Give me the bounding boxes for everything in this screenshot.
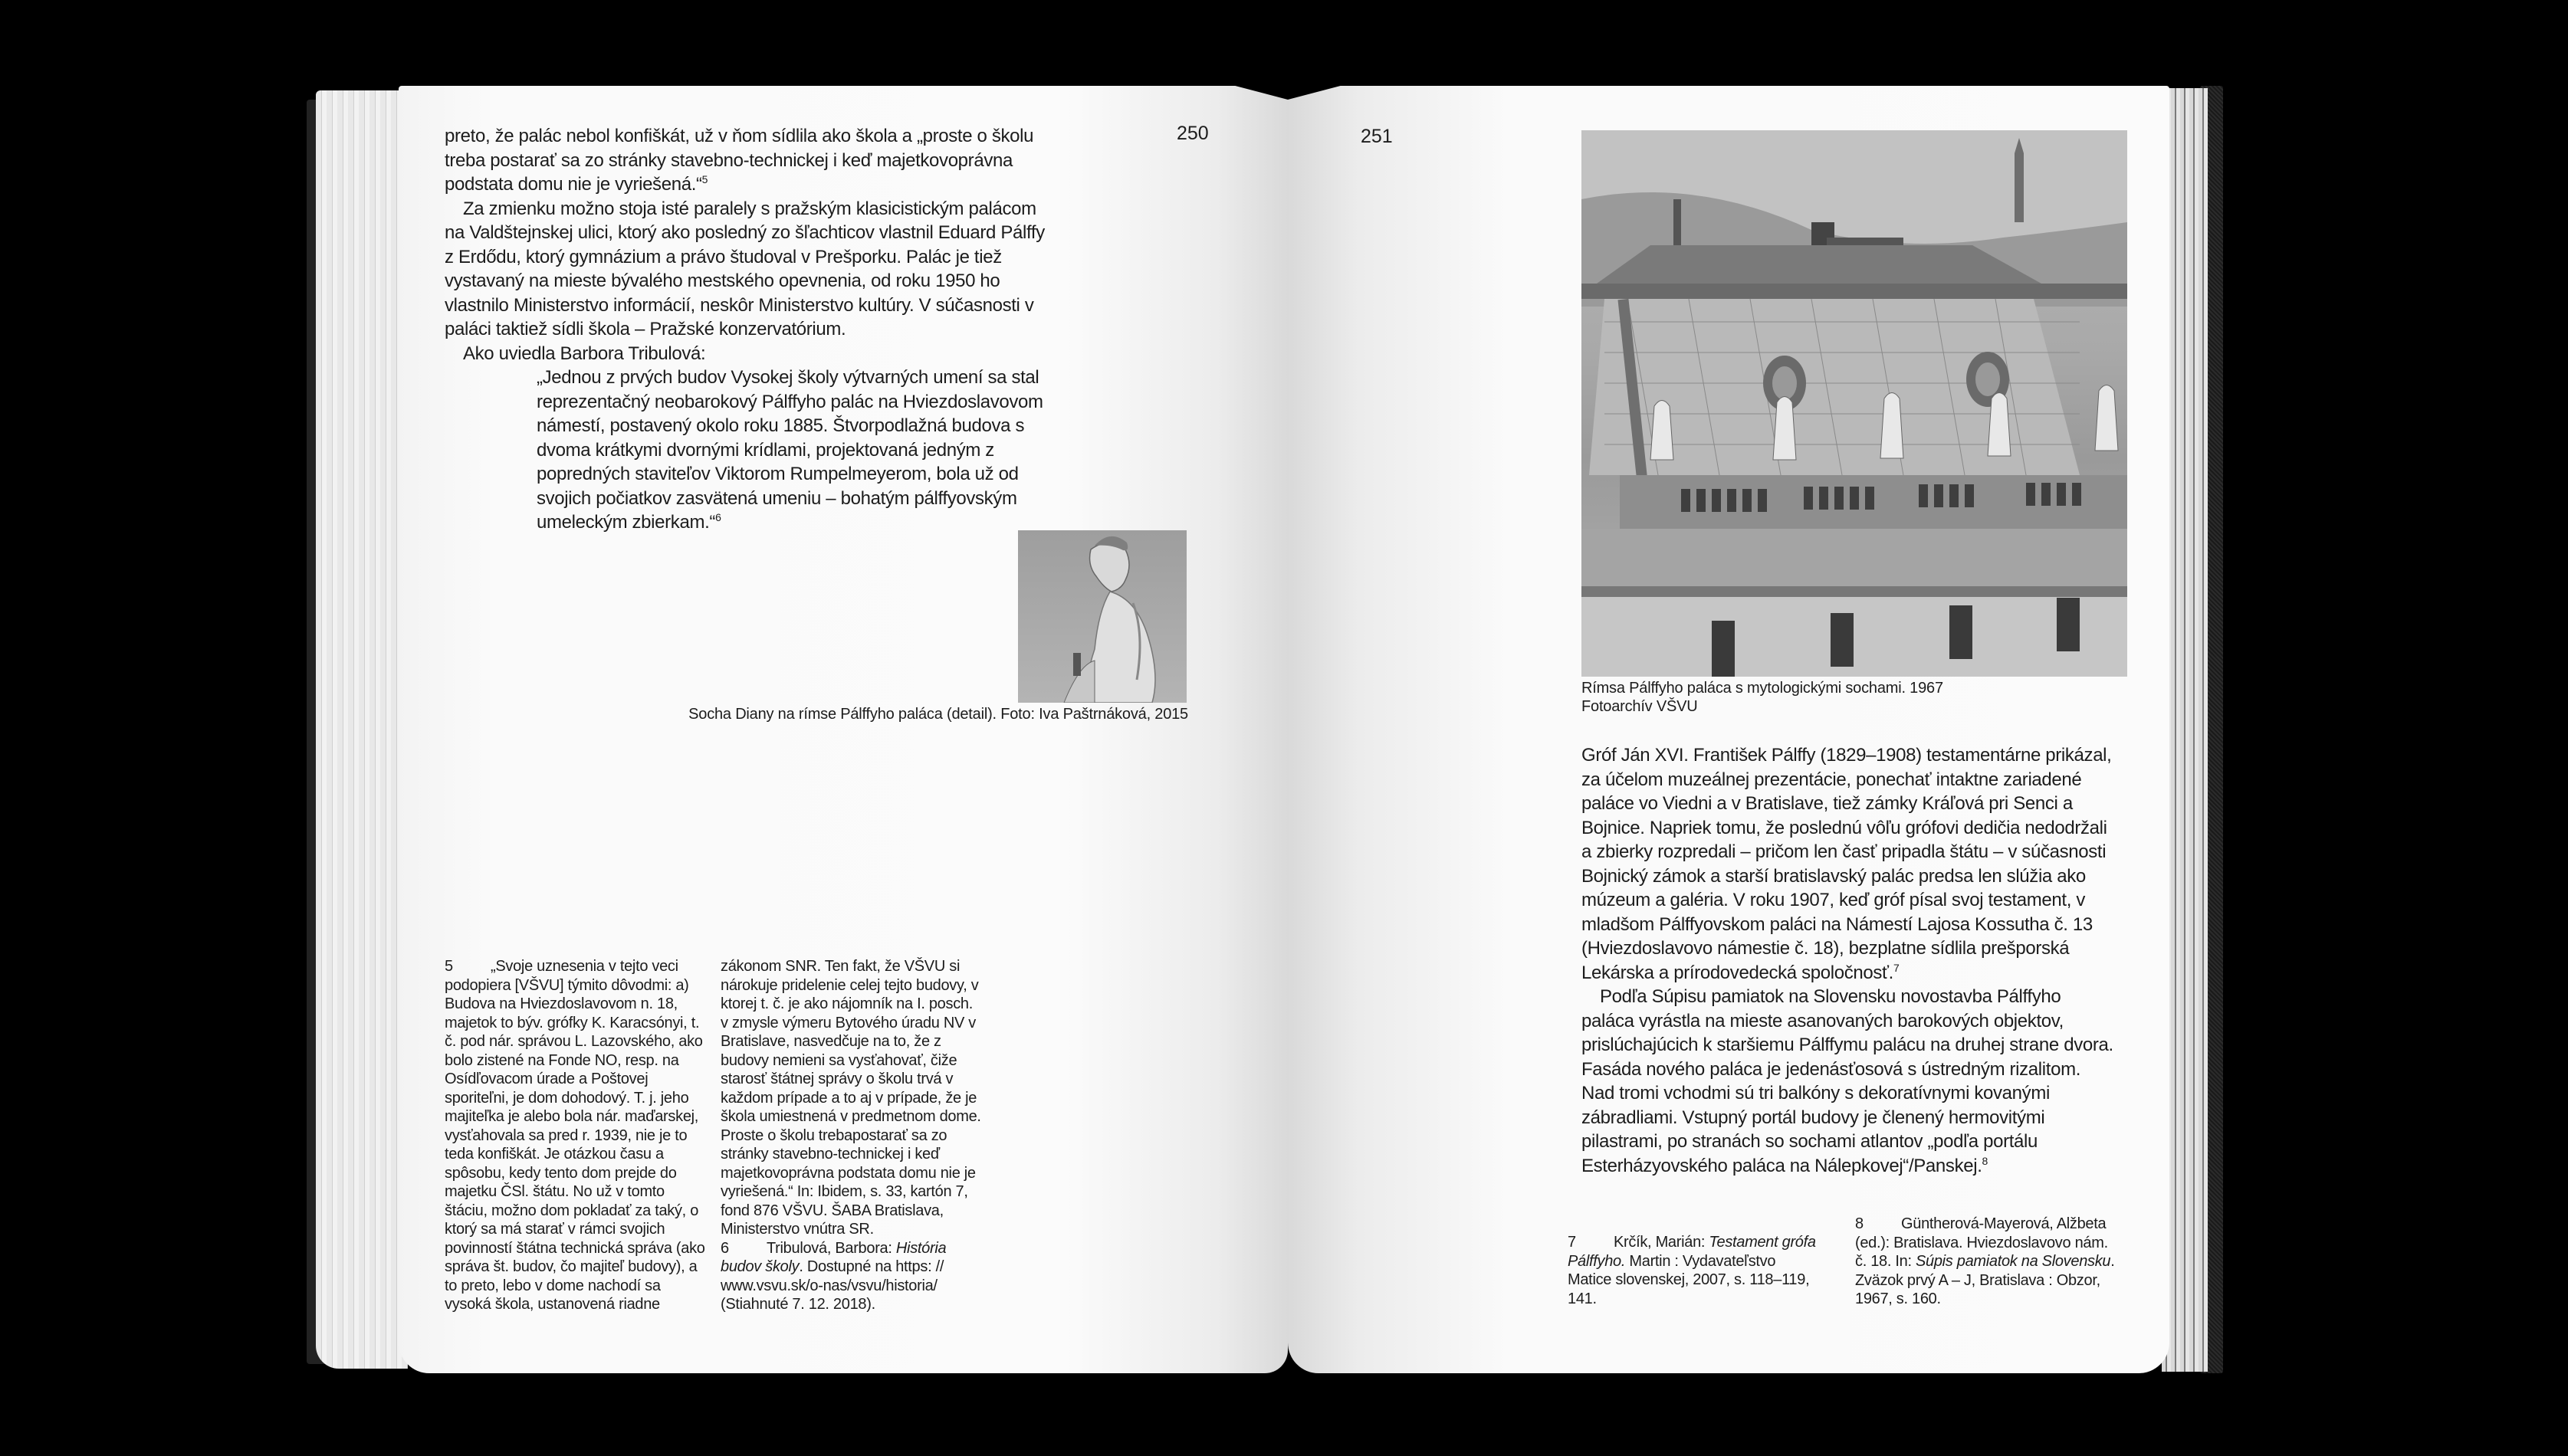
footnote-ref[interactable]: 7 <box>1893 961 1900 974</box>
left-page <box>399 86 1288 1373</box>
footnote-link[interactable]: . Dostupné na https: // www.vsvu.sk/o-nas/vsvu/historia/ (Stiahnuté 7. 12. 2018). <box>721 1258 944 1313</box>
footnote-number: 5 <box>445 958 453 975</box>
page-number-left: 250 <box>1177 123 1209 144</box>
right-main-text <box>1581 743 2118 1178</box>
footnote-7: 7 Krčík, Marián: Testament grófa Pálffyho. Martin : Vydavateľstvo Matice slovenskej, 2007, s. 118–119, 141. <box>1568 1234 1816 1307</box>
paragraph: Podľa Súpisu pamiatok na Slovensku novostavba Pálffyho paláca vyrástla na mieste asanovaných barokových objektov, prislúchajúcich k staršiemu Pálffymu palácu na druhej strane dvora. Fasáda nového paláca je jedenásťosová s ústredným rizalitom. Nad tromi vchodmi sú tri balkóny s dekoratívnymi kovanými zábradliami. Vstupný portál budovy je členený hermovitými pilastrami, po stranách so sochami atlantov „podľa portálu Esterházyovského paláca na Nálepkovej“/Panskej.$^8$ <box>1581 986 2113 1176</box>
footnote-number: 8 <box>1855 1215 1864 1232</box>
figure-caption: Socha Diany na rímse Pálffyho paláca (detail). Foto: Iva Paštrnáková, 2015 <box>688 706 1188 723</box>
page-number-right: 251 <box>1361 126 1393 147</box>
paragraph: preto, že palác nebol konfiškát, už v ňom sídlila ako škola a „proste o školu treba postarať sa zo stránky stavebno-technickej i keď majetkovoprávna podstata domu nie je vyriešená.“$^5$ <box>445 126 1034 195</box>
statue-illustration <box>1018 530 1187 703</box>
page-stack-left <box>316 90 408 1369</box>
footnote-6: 6 Tribulová, Barbora: História budov školy. Dostupné na https: // www.vsvu.sk/o-nas/vsvu/historia/ (Stiahnuté 7. 12. 2018). <box>721 1239 947 1313</box>
palace-cornice-photo <box>1581 130 2127 677</box>
right-page <box>1288 86 2169 1373</box>
paragraph: Gróf Ján XVI. František Pálffy (1829–1908) testamentárne prikázal, za účelom muzeálnej prezentácie, ponechať intaktne zariadené paláce vo Viedni a v Bratislave, tiež zámky Kráľová pri Senci a Bojnice. Napriek tomu, že poslednú vôľu grófovi dedičia nedodržali a zbierky rozpredali – pričom len časť pripadla štátu – v súčasnosti Bojnický zámok a starší bratislavský palác predsa len slúžia ako múzeum a galéria. V roku 1907, keď gróf písal svoj testament, v mladšom Pálffyovskom paláci na Námestí Lajosa Kossutha č. 13 (Hviezdoslavovo námestie č. 18), bezplatne sídlila prešporská Lekárska a prírodovedecká spoločnosť.$^7$ <box>1581 745 2112 983</box>
diana-statue-photo <box>1018 530 1187 703</box>
footnote-5: 5 „Svoje uznesenia v tejto veci podopiera [VŠVU] týmito dôvodmi: a) Budova na Hviezdoslavovom n. 18, majetok to býv. grófky K. Karacsónyi, t. č. pod nár. správou L. Lazovského, ako bolo zistené na Fonde NO, resp. na Osídľovacom úrade a Poštovej sporiteľni, je dom dohodový. T. j. jeho majiteľka je alebo bola nár. maďarskej, vysťahovala sa pred r. 1939, nie je to teda konfiškát. Je otázkou času a spôsobu, kedy tento dom prejde do majetku ČSl. štátu. No už v tomto štáciu, možno dom pokladať za taký, o ktorý sa má starať v rámci svojich povinností štátna technická správa (ako správa št. budov, čo majiteľ budovy), a to preto, lebo v dome nachodí sa vysoká škola, ustanovená riadne <box>445 958 705 1313</box>
footnote-8: 8 Güntherová-Mayerová, Alžbeta (ed.): Bratislava. Hviezdoslavovo nám. č. 18. In: Súpis pamiatok na Slovensku. Zväzok prvý A – J, Bratislava : Obzor, 1967, s. 160. <box>1855 1215 2115 1307</box>
footnote-number: 7 <box>1568 1234 1576 1251</box>
footnote-ref[interactable]: 6 <box>715 511 721 523</box>
footnote-5-continued: zákonom SNR. Ten fakt, že VŠVU si nárokuje pridelenie celej tejto budovy, v ktorej t. č. je ako nájomník na I. posch. v zmysle výmeru Bytového úradu NV v Bratislave, nasvedčuje na to, že z budovy nemieni sa vysťahovať, čiže starosť štátnej správy o školu trvá v každom prípade a to aj v prípade, že je škola umiestnená v predmetnom dome. Proste o školu trebapostarať sa zo stránky stavebno-technickej i keď majetkovoprávna podstata domu nie je vyriešená.“ In: Ibidem, s. 33, kartón 7, fond 876 VŠVU. ŠABA Bratislava, Ministerstvo vnútra SR. 6 Tribulová, Barbora: História budov školy. Dostupné na https: // www.vsvu.sk/o-nas/vsvu/historia/ (Stiahnuté 7. 12. 2018). <box>721 958 981 1313</box>
footnote-ref[interactable]: 8 <box>1982 1154 1988 1167</box>
palace-illustration <box>1581 130 2127 677</box>
block-quote: „Jednou z prvých budov Vysokej školy výtvarných umení sa stal reprezentačný neobarokový Pálffyho palác na Hviezdoslavovom námestí, postavený okolo roku 1885. Štvorpodlažná budova s dvoma krátkymi dvornými krídlami, projektovaná jedným z popredných staviteľov Viktorom Rumpelmeyerom, bola už od svojich počiatkov zasvätená umeniu – bohatým pálffyovským umeleckým zbierkam.“$^6$ <box>537 367 1043 533</box>
footnote-ref[interactable]: 5 <box>701 173 708 185</box>
paragraph: Za zmienku možno stoja isté paralely s pražským klasicistickým palácom na Valdštejnskej ulici, ktorý ako posledný zo šľachticov vlastnil Eduard Pálffy z Erdődu, ktorý gymnázium a právo študoval v Prešporku. Palác je tiež vystavaný na mieste bývalého mestského opevnenia, od roku 1950 ho vlastnilo Ministerstvo informácií, neskôr Ministerstvo kultúry. V súčasnosti v paláci taktiež sídli škola – Pražské konzervatórium. <box>445 198 1045 339</box>
footnote-number: 6 <box>721 1239 729 1257</box>
left-main-text <box>445 124 1058 535</box>
figure-caption: Rímsa Pálffyho paláca s mytologickými sochami. 1967 Fotoarchív VŠVU <box>1581 680 1943 715</box>
paragraph: Ako uviedla Barbora Tribulová: <box>463 343 706 364</box>
